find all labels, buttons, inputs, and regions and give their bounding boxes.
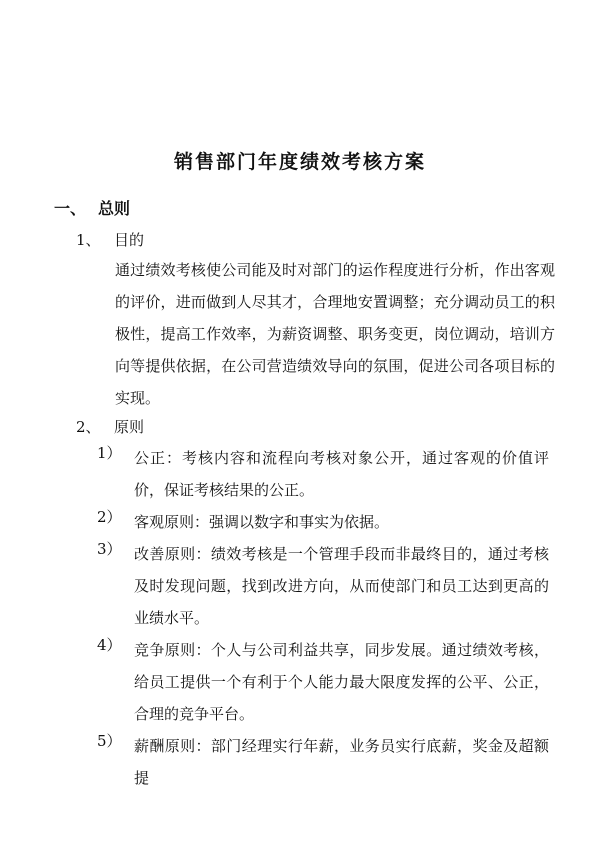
section-heading-general [54, 196, 130, 219]
item-text: 竞争原则：个人与公司利益共享，同步发展。通过绩效考核，给员工提供一个有利于个人能力最大限度发挥的公平、公正，合理的竞争平台。 [134, 641, 549, 723]
item-text: 改善原则：绩效考核是一个管理手段而非最终目的，通过考核及时发现问题，找到改进方向，从而使部门和员工达到更高的业绩水平。 [134, 545, 549, 627]
subsection-number: 1、 [76, 231, 101, 249]
section-label: 总则 [98, 199, 131, 218]
item-text: 客观原则：强调以数字和事实为依据。 [134, 513, 390, 531]
document-title: 销售部门年度绩效考核方案 [173, 151, 426, 173]
item-text: 薪酬原则：部门经理实行年薪，业务员实行底薪，奖金及超额提 [134, 737, 549, 787]
item-number: 4） [97, 636, 122, 654]
subsection-number: 2、 [76, 418, 101, 436]
subsection-heading-principles [76, 416, 144, 437]
item-number: 3） [97, 540, 122, 558]
subsection-heading-purpose [76, 229, 144, 250]
section-number: 一、 [54, 199, 87, 218]
purpose-paragraph: 通过绩效考核使公司能及时对部门的运作程度进行分析，作出客观的评价，进而做到人尽其才，合理地安置调整；充分调动员工的积极性，提高工作效率，为薪资调整、职务变更，岗位调动，培训方向等提供依据，在公司营造绩效导向的氛围，促进公司各项目标的实现。 [115, 261, 555, 407]
item-text: 公正：考核内容和流程向考核对象公开，通过客观的价值评价，保证考核结果的公正。 [134, 449, 549, 499]
item-number: 1） [97, 444, 122, 462]
item-number: 2） [97, 508, 122, 526]
subsection-label: 目的 [114, 231, 145, 249]
item-number: 5） [97, 732, 122, 750]
subsection-label: 原则 [114, 418, 145, 436]
